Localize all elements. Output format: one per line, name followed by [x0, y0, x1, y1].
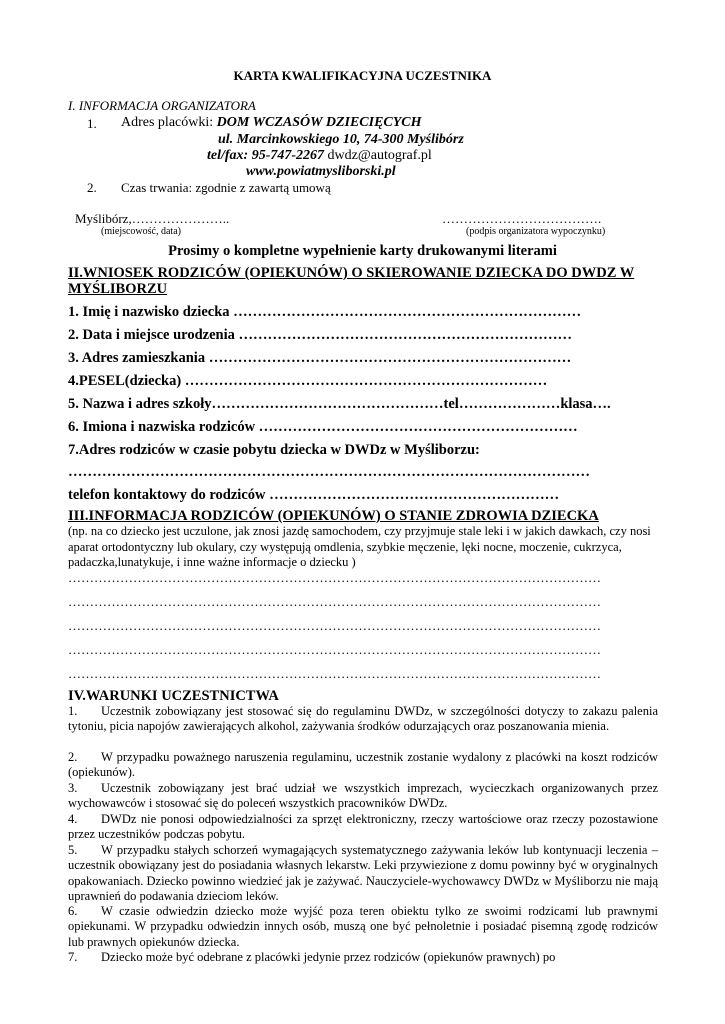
- birth-date-place-field[interactable]: 2. Data i miejsce urodzenia ……………………………………………………………: [68, 327, 572, 343]
- document-title: KARTA KWALIFIKACYJNA UCZESTNIKA: [233, 68, 492, 83]
- address-label: Adres placówki:: [121, 115, 214, 130]
- condition-number: 4.: [68, 812, 78, 826]
- parents-phone-field[interactable]: telefon kontaktowy do rodziców ……………………………………………………: [68, 487, 560, 503]
- condition-text: W czasie odwiedzin dziecko może wyjść poza teren obiektu tylko ze swoimi rodzicami lub prawnymi opiekunami. W przypadku odwiedzin innych osób, muszą one być pełnoletnie i posiadać pisemną zgodę rodziców lub prawnych opiekunów dziecka.: [68, 904, 658, 949]
- condition-text: Dziecko może być odebrane z placówki jedynie przez rodziców (opiekunów prawnych) po: [101, 950, 556, 964]
- duration-text: Czas trwania: zgodnie z zawartą umową: [121, 180, 331, 195]
- condition-item-2: [68, 750, 658, 781]
- condition-number: 3.: [68, 781, 78, 795]
- child-name-field[interactable]: 1. Imię i nazwisko dziecka ………………………………………………………………: [68, 304, 582, 320]
- org-street: ul. Marcinkowskiego 10, 74-300 Myślibórz: [218, 132, 464, 147]
- condition-item-5: [68, 843, 658, 904]
- condition-text: Uczestnik zobowiązany jest stosować się do regulaminu DWDz, w szczególności dotyczy to zakazu palenia tytoniu, picia napojów zawierających alkohol, zażywania środków odurzających oraz poszanowania mienia.: [68, 704, 658, 734]
- organizer-signature-line: ……………………………….: [442, 211, 602, 226]
- condition-item-7: [68, 950, 658, 965]
- health-info-line[interactable]: ……………………………………………………………………………………………………………: [68, 642, 601, 657]
- section3-heading: III.INFORMACJA RODZICÓW (OPIEKUNÓW) O STANIE ZDROWIA DZIECKA: [68, 508, 599, 524]
- health-info-line[interactable]: ……………………………………………………………………………………………………………: [68, 618, 601, 633]
- condition-text: W przypadku poważnego naruszenia regulaminu, uczestnik zostanie wydalony z placówki na koszt rodziców (opiekunów).: [68, 750, 658, 780]
- home-address-field[interactable]: 3. Adres zamieszkania …………………………………………………………………: [68, 350, 572, 366]
- org-name: DOM WCZASÓW DZIECIĘCYCH: [216, 115, 422, 130]
- item2-number: 2.: [87, 180, 97, 195]
- org-phone: tel/fax: 95-747-2267: [207, 148, 325, 163]
- fill-request: Prosimy o kompletne wypełnienie karty drukowanymi literami: [168, 243, 557, 259]
- condition-text: W przypadku stałych schorzeń wymagających systematycznego zażywania leków lub kontynuacji leczenia – uczestnik obowiązany jest do posiadania własnych lekarstw. Leki przywiezione z domu powinny być w oryginalnych opakowaniach. Dziecko powinno wiedzieć jak je zażywać. Nauczyciele-wychowawcy DWDz w Myśliborzu nie mają uprawnień do podawania dzieciom leków.: [68, 843, 658, 903]
- condition-number: 2.: [68, 750, 78, 764]
- condition-number: 5.: [68, 843, 78, 857]
- condition-text: DWDz nie ponosi odpowiedzialności za sprzęt elektroniczny, rzeczy wartościowe oraz rzeczy pozostawione przez uczestników podczas pobytu.: [68, 812, 658, 842]
- section4-heading: IV.WARUNKI UCZESTNICTWA: [68, 688, 279, 704]
- section2-heading-line2: MYŚLIBORZU: [68, 281, 168, 297]
- condition-item-6: [68, 904, 658, 950]
- parents-names-field[interactable]: 6. Imiona i nazwiska rodziców …………………………………………………………: [68, 419, 578, 435]
- health-note: (np. na co dziecko jest uczulone, jak znosi jazdę samochodem, czy przyjmuje stale leki i w jakich dawkach, czy nosi aparat ortodontyczny lub okulary, czy występują omdlenia, szybkie męczenie, lęki nocne, moczenie, cukrzyca, padaczka,lunatykuje, i inne ważne informacje o dziecku ): [68, 524, 651, 569]
- org-contact: [207, 148, 432, 164]
- health-info-line[interactable]: ……………………………………………………………………………………………………………: [68, 570, 601, 585]
- school-field[interactable]: 5. Nazwa i adres szkoły…………………………………………tel…………………klasa….: [68, 396, 611, 412]
- parents-address-label: 7.Adres rodziców w czasie pobytu dziecka w DWDz w Myśliborzu:: [68, 442, 480, 458]
- organizer-signature-caption: (podpis organizatora wypoczynku): [466, 226, 606, 237]
- address-line: [121, 115, 422, 131]
- pesel-field[interactable]: 4.PESEL(dziecka) …………………………………………………………………: [68, 373, 548, 389]
- health-info-line[interactable]: ……………………………………………………………………………………………………………: [68, 666, 601, 681]
- place-date-line: Myślibórz,…………………..: [75, 211, 230, 226]
- health-info-line[interactable]: ……………………………………………………………………………………………………………: [68, 594, 601, 609]
- condition-item-1: [68, 704, 658, 735]
- place-date-caption: (miejscowość, data): [101, 226, 181, 237]
- condition-item-3: [68, 781, 658, 812]
- condition-number: 6.: [68, 904, 78, 918]
- condition-number: 7.: [68, 950, 78, 964]
- org-email: dwdz@autograf.pl: [327, 148, 432, 163]
- item1-number: 1.: [87, 116, 97, 131]
- parents-address-field[interactable]: ………………………………………………………………………………………………: [68, 464, 590, 480]
- section2-heading-line1: II.WNIOSEK RODZICÓW (OPIEKUNÓW) O SKIEROWANIE DZIECKA DO DWDZ W: [68, 265, 635, 281]
- section1-heading: I. INFORMACJA ORGANIZATORA: [68, 98, 256, 113]
- condition-item-4: [68, 812, 658, 843]
- org-website: www.powiatmysliborski.pl: [246, 164, 396, 179]
- condition-number: 1.: [68, 704, 78, 718]
- condition-text: Uczestnik zobowiązany jest brać udział we wszystkich imprezach, wycieczkach organizowanych przez wychowawców i stosować się do poleceń wszystkich pracowników DWDz.: [68, 781, 658, 811]
